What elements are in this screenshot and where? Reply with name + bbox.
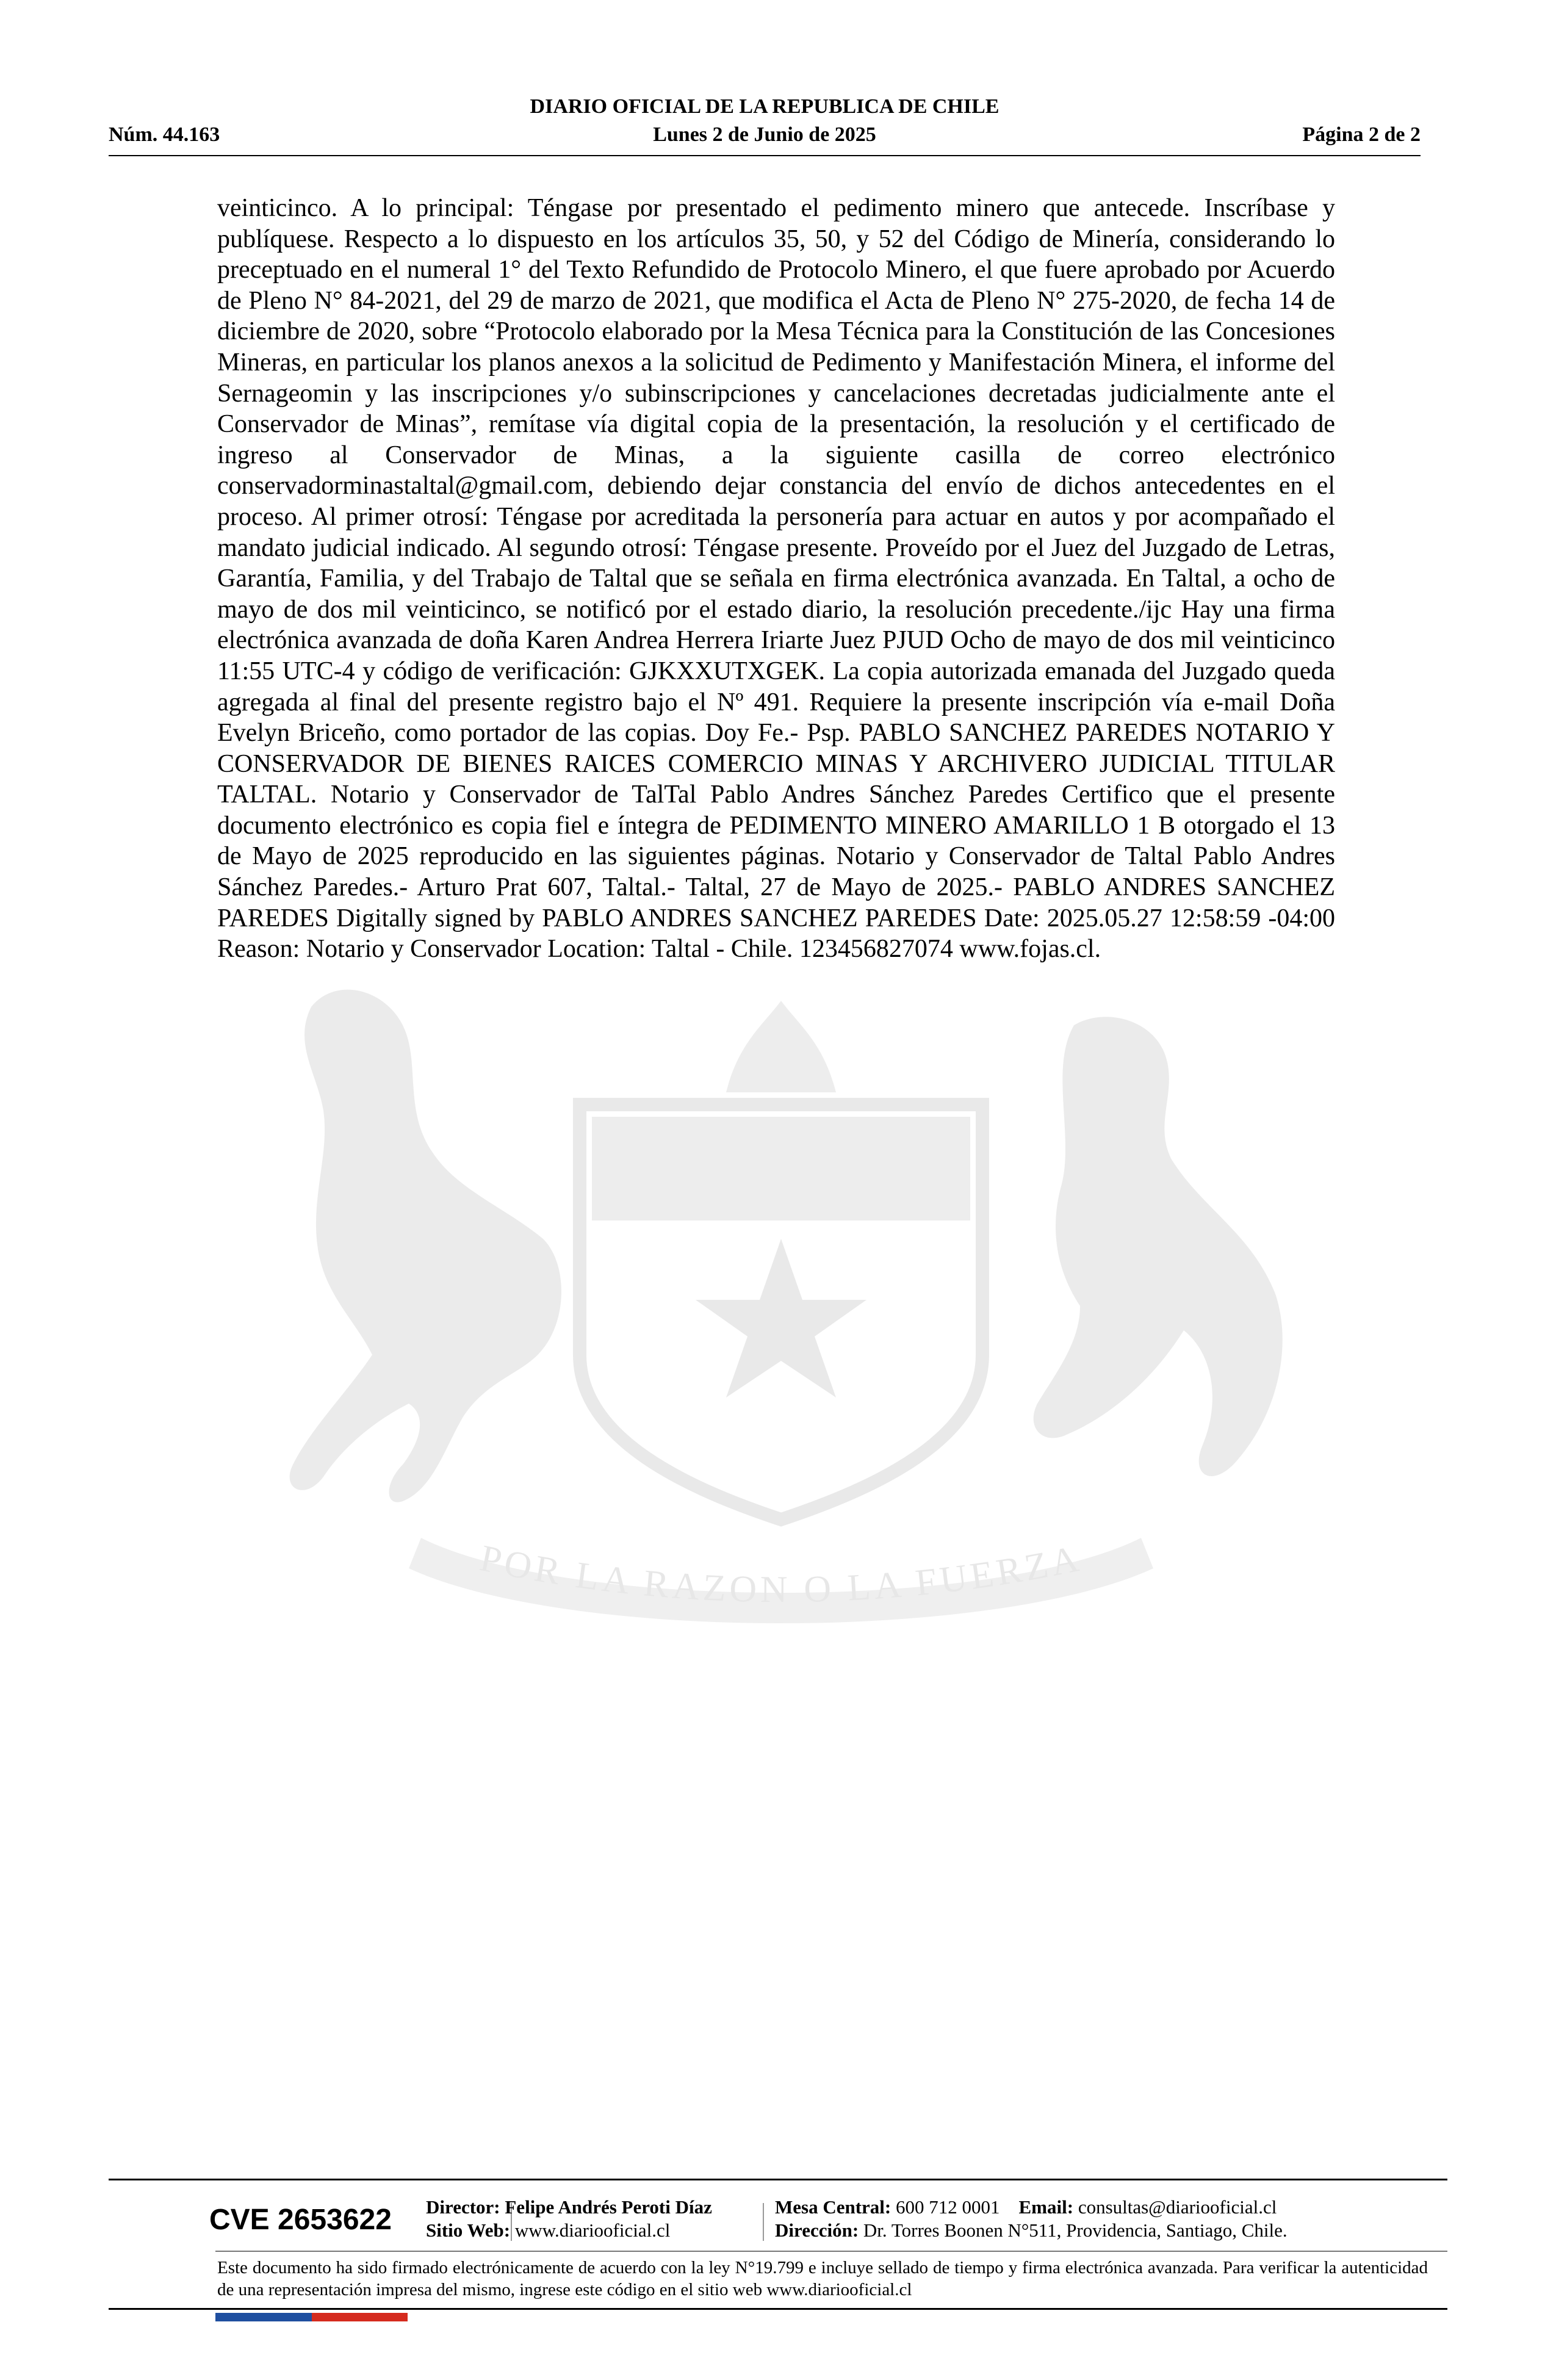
website-link[interactable]: www.diariooficial.cl <box>514 2220 671 2241</box>
motto-text: POR LA RAZON O LA FUERZA <box>476 1537 1086 1611</box>
footer-legal-notice: Este documento ha sido firmado electrónicamente de acuerdo con la ley N°19.799 e incluye sellado de tiempo y firma electrónica avanzada. Para verificar la autenticidad de una representación impresa del mismo, ingrese este código en el sitio web www.diariooficial.cl <box>217 2258 1428 2299</box>
footer-column-separator <box>763 2203 764 2241</box>
document-body: veinticinco. A lo principal: Téngase por presentado el pedimento minero que antecede. Inscríbase y publíquese. Respecto a lo dispuesto en los artículos 35, 50, y 52 del Código de Minería, considerando lo preceptuado en el numeral 1° del Texto Refundido de Protocolo Minero, el que fuere aprobado por Acuerdo de Pleno N° 84-2021, del 29 de marzo de 2021, que modifica el Acta de Pleno N° 275-2020, de fecha 14 de diciembre de 2020, sobre “Protocolo elaborado por la Mesa Técnica para la Constitución de las Concesiones Mineras, en particular los planos anexos a la solicitud de Pedimento y Manifestación Minera, el informe del Sernageomin y las inscripciones y/o subinscripciones y cancelaciones decretadas judicialmente ante el Conservador de Minas”, remítase vía digital copia de la presentación, la resolución y el certificado de ingreso al Conservador de Minas, a la siguiente casilla de correo electrónico conservadorminastaltal@gmail.com, debiendo dejar constancia del envío de dichos antecedentes en el proceso. Al primer otrosí: Téngase por acreditada la personería para actuar en autos y por acompañado el mandato judicial indicado. Al segundo otrosí: Téngase presente. Proveído por el Juez del Juzgado de Letras, Garantía, Familia, y del Trabajo de Taltal que se señala en firma electrónica avanzada. En Taltal, a ocho de mayo de dos mil veinticinco, se notificó por el estado diario, la resolución precedente./ijc Hay una firma electrónica avanzada de doña Karen Andrea Herrera Iriarte Juez PJUD Ocho de mayo de dos mil veinticinco 11:55 UTC-4 y código de verificación: GJKXXUTXGEK. La copia autorizada emanada del Juzgado queda agregada al final del presente registro bajo el Nº 491. Requiere la presente inscripción vía e-mail Doña Evelyn Briceño, como portador de las copias. Doy Fe.- Psp. PABLO SANCHEZ PAREDES NOTARIO Y CONSERVADOR DE BIENES RAICES COMERCIO MINAS Y ARCHIVERO JUDICIAL TITULAR TALTAL. Notario y Conservador de TalTal Pablo Andres Sánchez Paredes Certifico que el presente documento electrónico es copia fiel e íntegra de PEDIMENTO MINERO AMARILLO 1 B otorgado el 13 de Mayo de 2025 reproducido en las siguientes páginas. Notario y Conservador de Taltal Pablo Andres Sánchez Paredes.- Arturo Prat 607, Taltal.- Taltal, 27 de Mayo de 2025.- PABLO ANDRES SANCHEZ PAREDES Digitally signed by PABLO ANDRES SANCHEZ PAREDES Date: 2025.05.27 12:58:59 -04:00 Reason: Notario y Conservador Location: Taltal - Chile. 123456827074 www.fojas.cl. <box>217 194 1335 964</box>
footer-top-rule <box>109 2179 1447 2180</box>
page-footer <box>109 2179 1447 2325</box>
footer-bottom-rule <box>109 2308 1447 2310</box>
publication-title: DIARIO OFICIAL DE LA REPUBLICA DE CHILE <box>530 95 1000 118</box>
header-divider <box>109 155 1421 156</box>
email-link[interactable]: consultas@diariooficial.cl <box>1078 2196 1277 2218</box>
director-line: Director: Felipe Andrés Peroti Díaz <box>426 2196 712 2218</box>
address-line: Dirección: Dr. Torres Boonen N°511, Providencia, Santiago, Chile. <box>775 2220 1288 2241</box>
huemul-figure <box>290 990 561 1502</box>
footer-contact-column <box>775 2196 1288 2242</box>
flag-color-bar <box>215 2313 408 2321</box>
contact-line: Mesa Central: 600 712 0001 Email: consultas@diariooficial.cl <box>775 2196 1277 2218</box>
flag-red-stripe <box>312 2313 408 2321</box>
footer-director-column <box>426 2196 712 2242</box>
issue-date: Lunes 2 de Junio de 2025 <box>653 123 876 146</box>
flag-blue-stripe <box>215 2313 312 2321</box>
issue-number: Núm. 44.163 <box>109 123 220 146</box>
coat-of-arms-watermark <box>201 952 1361 1654</box>
footer-mid-rule <box>215 2251 1447 2252</box>
cve-code: CVE 2653622 <box>209 2204 392 2236</box>
website-line: Sitio Web: www.diariooficial.cl <box>426 2220 671 2241</box>
condor-figure <box>1034 1017 1283 1476</box>
page-number: Página 2 de 2 <box>1302 123 1421 146</box>
page-header <box>109 92 1421 159</box>
